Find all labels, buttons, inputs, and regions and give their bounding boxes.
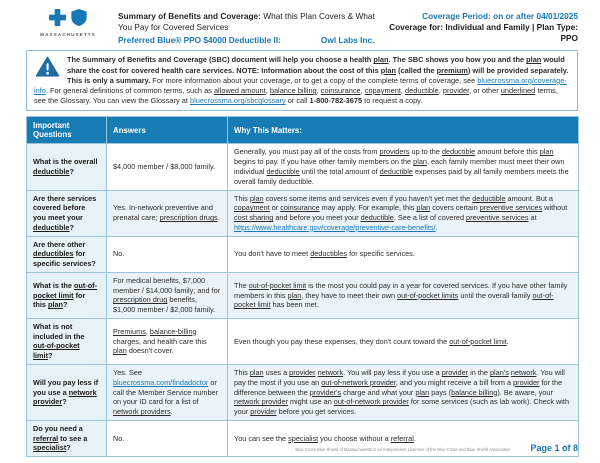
text-segment: uses a (263, 368, 290, 378)
text-segment: No. (113, 249, 125, 259)
text-segment: up to the (409, 147, 442, 157)
glossary-term-link[interactable]: deductible (472, 193, 506, 203)
shield-icon (70, 8, 88, 32)
answer-cell (107, 190, 228, 236)
text-segment: before you get services. (276, 407, 357, 417)
glossary-term-link[interactable]: coinsurance (320, 86, 361, 96)
document-title-rest: What this Plan Covers & What You Pay for Covered Services (118, 11, 375, 33)
link[interactable]: bluecrossma.org/coverage-info (34, 75, 567, 96)
glossary-term-link[interactable]: plan (373, 55, 389, 65)
text-segment: You don't have to meet (234, 249, 311, 259)
text-segment: to see a (58, 433, 88, 443)
column-header-important-questions: Important Questions (27, 117, 107, 144)
text-segment: expenses paid by all family members meets the overall family deductible. (234, 167, 569, 186)
text-segment: to request a copy. (362, 96, 423, 106)
glossary-term-link[interactable]: out-of-pocket limit (449, 336, 507, 346)
glossary-term-link[interactable]: deductible (33, 222, 70, 232)
text-segment: , and you might receive a bill from a (395, 377, 514, 387)
plan-name: Preferred Blue® PPO $4000 Deductible II: (118, 35, 281, 46)
glossary-term-link[interactable]: prescription drug (113, 295, 168, 305)
glossary-term-link[interactable]: coinsurance (280, 203, 320, 213)
cross-icon (48, 8, 67, 32)
text-segment: What is not included in the (33, 321, 85, 341)
text-segment: This (234, 368, 250, 378)
text-segment: (called the (395, 65, 437, 75)
glossary-term-link[interactable]: plan (416, 203, 431, 213)
text-segment: . See a list of covered (393, 213, 467, 223)
glossary-term-link[interactable]: preventive services (466, 213, 529, 223)
glossary-term-link[interactable]: network (317, 368, 344, 378)
glossary-term-link[interactable]: network (510, 368, 537, 378)
text-segment: , (360, 86, 365, 96)
glossary-term-link[interactable]: underlined (500, 86, 536, 96)
glossary-term-link[interactable]: deductibles (310, 249, 348, 259)
text-segment: No. (113, 433, 125, 443)
text-segment: ? (62, 397, 67, 407)
text-segment: Are there other (33, 239, 86, 249)
table-header-row (27, 117, 579, 144)
text-segment: . (170, 407, 173, 417)
text-segment: covers certain (430, 203, 480, 213)
coverage-period: Coverage Period: on or after 04/01/2025 (422, 11, 578, 21)
text-segment: , (400, 86, 406, 96)
glossary-term-link[interactable]: referral (390, 433, 414, 443)
text-segment: , (316, 86, 321, 96)
glossary-term-link[interactable]: provider (250, 407, 277, 417)
text-segment: or call (285, 96, 310, 106)
text-segment: and before you meet your (273, 213, 361, 223)
why-cell (228, 236, 579, 272)
text-segment: until the overall family (458, 290, 533, 300)
link[interactable]: bluecrossma.com/findadoctor (113, 377, 209, 387)
document-header (0, 0, 600, 45)
glossary-term-link[interactable]: referral (33, 433, 59, 443)
glossary-term-link[interactable]: out-of-pocket limits (397, 290, 459, 300)
document-title-bold: Summary of Benefits and Coverage: (118, 11, 261, 21)
glossary-term-link[interactable]: provider (441, 368, 469, 378)
text-segment: , each family member must meet their own individual (234, 157, 565, 176)
text-segment: ). Be aware, your (497, 387, 553, 397)
glossary-term-link[interactable]: plan (113, 346, 127, 356)
glossary-term-link[interactable]: out-of-pocket limit (33, 341, 80, 361)
text-segment: doesn't cover. (126, 346, 174, 356)
glossary-term-link[interactable]: copayment (234, 203, 270, 213)
glossary-term-link[interactable]: plan (249, 368, 264, 378)
glossary-term-link[interactable]: balance billing (269, 86, 317, 96)
question-cell (27, 365, 107, 421)
text-segment: covers some items and services even if you haven't yet met the (263, 193, 473, 203)
text-segment: pays ( (429, 387, 452, 397)
text-segment: 1-800-782-3675 (309, 96, 363, 106)
text-segment: amount. But a (505, 193, 553, 203)
text-segment: charges, and health care this (113, 336, 207, 346)
text-segment: This (234, 193, 250, 203)
glossary-term-link[interactable]: prescription drugs (159, 213, 218, 223)
page-footer (295, 443, 578, 453)
text-segment: or (269, 203, 281, 213)
glossary-term-link[interactable]: deductible (441, 147, 476, 157)
text-segment: Yes. In-network preventive and prenatal care; (113, 203, 213, 223)
glossary-term-link[interactable]: plan (415, 387, 430, 397)
text-segment: You can see the (234, 433, 289, 443)
text-segment: . You will pay less if you use a (343, 368, 442, 378)
text-segment: may apply. For example, this (319, 203, 417, 213)
glossary-term-link[interactable]: out-of-pocket limit (234, 290, 554, 310)
why-cell (228, 190, 579, 236)
glossary-term-link[interactable]: out-of-pocket limit (248, 280, 307, 290)
text-segment: you choose without a (318, 433, 391, 443)
glossary-term-link[interactable]: plan (48, 300, 63, 310)
coverage-for: Coverage for: Individual and Family | Plan Type: PPO (389, 22, 578, 44)
text-segment: at (528, 213, 537, 223)
coverage-info-block (382, 8, 578, 45)
text-segment: for this (33, 290, 86, 310)
glossary-term-link[interactable]: plan (413, 157, 427, 167)
table-row-network-provider (27, 365, 579, 421)
table-row-services-before-deductible (27, 190, 579, 236)
text-segment: Will you pay less if you use a (33, 377, 99, 397)
question-cell (27, 144, 107, 190)
glossary-term-link[interactable]: plan (539, 147, 554, 157)
glossary-term-link[interactable]: out-of-network provider (321, 377, 396, 387)
text-segment: ? (69, 222, 74, 232)
massachusetts-label: MASSACHUSETTS (40, 32, 96, 37)
text-segment: Even though you pay these expenses, they don't count toward the (234, 336, 450, 346)
text-segment: for specific services. (347, 249, 415, 259)
glossary-term-link[interactable]: specialist (288, 433, 319, 443)
text-segment: . The SBC shows you how you and the (388, 55, 527, 65)
answer-cell (107, 365, 228, 421)
text-segment: charge and what your (341, 387, 416, 397)
question-cell (27, 236, 107, 272)
text-segment: ? (48, 351, 53, 361)
group-name: Owl Labs Inc. (320, 35, 375, 46)
why-cell (228, 365, 579, 421)
text-segment: . (413, 433, 416, 443)
answer-cell (107, 236, 228, 272)
text-segment: The (234, 280, 249, 290)
glossary-term-link[interactable]: provider (442, 86, 470, 96)
text-segment: . (435, 222, 438, 232)
intro-summary-box (26, 50, 578, 111)
text-segment: . You will pay the most if you use an (234, 368, 565, 387)
text-segment: Generally, you must pay all of the costs from (234, 147, 380, 157)
glossary-term-link[interactable]: deductibles (33, 249, 74, 259)
glossary-term-link[interactable]: preventive services (479, 203, 543, 213)
glossary-term-link[interactable]: provider (289, 368, 316, 378)
question-cell (27, 190, 107, 236)
link[interactable]: https://www.healthcare.gov/coverage/preventive-care-benefits/ (234, 222, 436, 232)
footer-disclaimer: Blue Cross Blue Shield of Massachusetts is an Independent Licensee of the Blue Cross and Blue Shield Association (295, 447, 511, 452)
question-cell (27, 420, 107, 456)
text-segment: benefits, $1,000 member / $2,000 family. (113, 295, 216, 315)
question-cell (27, 318, 107, 364)
glossary-term-link[interactable]: plan (287, 290, 302, 300)
page-number: Page 1 of 8 (530, 443, 578, 453)
table-row-overall-deductible (27, 144, 579, 190)
text-segment: ? (69, 167, 74, 176)
glossary-term-link[interactable]: premium (436, 65, 468, 75)
text-segment: , or other (469, 86, 501, 96)
document-title (118, 11, 382, 33)
text-segment: without (542, 203, 568, 213)
table-row-other-deductibles (27, 236, 579, 272)
important-questions-table (26, 116, 579, 457)
text-segment: For more information about your coverage, or to get a copy of the complete terms of coverage, see (150, 75, 478, 85)
text-segment: , (145, 326, 150, 336)
glossary-term-link[interactable]: plan (380, 65, 396, 75)
text-segment: amount before this (475, 147, 540, 157)
text-segment: ? (66, 443, 71, 453)
glossary-term-link[interactable]: out-of-pocket limit (33, 280, 98, 300)
link[interactable]: bluecrossma.org/sbcglossary (189, 96, 286, 106)
text-segment: might use an (287, 397, 334, 407)
text-segment: for the difference between the (234, 377, 563, 397)
text-segment: Do you need a (33, 423, 83, 433)
table-row-out-of-pocket-limit (27, 272, 579, 318)
text-segment: , (438, 86, 443, 96)
glossary-term-link[interactable]: provider (513, 377, 540, 387)
why-cell (228, 272, 579, 318)
text-segment: . For general definitions of common terms, such as (45, 86, 214, 96)
text-segment: begins to pay. If you have other family members on the (234, 157, 414, 167)
glossary-term-link[interactable]: providers (379, 147, 410, 157)
header-title-block (110, 8, 382, 45)
glossary-term-link[interactable]: copayment (364, 86, 401, 96)
question-cell (27, 272, 107, 318)
text-segment: ? (63, 300, 68, 310)
answer-cell (107, 272, 228, 318)
text-segment: . (217, 213, 220, 223)
glossary-term-link[interactable]: cost sharing (234, 213, 274, 223)
text-segment: for specific services? (33, 249, 96, 269)
text-segment: $4,000 member / $8,000 family. (113, 162, 216, 172)
glossary-term-link[interactable]: plan (249, 193, 264, 203)
text-segment: . (506, 336, 509, 346)
glossary-term-link[interactable]: deductible (405, 86, 439, 96)
warning-triangle-icon (35, 56, 61, 78)
glossary-term-link[interactable]: network provider (33, 387, 97, 407)
glossary-term-link[interactable]: network providers (113, 407, 171, 417)
column-header-why-this-matters: Why This Matters: (228, 117, 579, 144)
glossary-term-link[interactable]: network provider (234, 397, 288, 407)
text-segment: , they have to meet their own (301, 290, 398, 300)
bcbs-logo (26, 8, 110, 37)
glossary-term-link[interactable]: specialist (33, 443, 67, 453)
glossary-term-link[interactable]: Premiums (113, 326, 146, 336)
glossary-term-link[interactable]: deductible (266, 167, 300, 176)
text-segment: For medical benefits, $7,000 member / $14,000 family; and for (113, 275, 221, 295)
glossary-term-link[interactable]: balance-billing (149, 326, 197, 336)
glossary-term-link[interactable]: allowed amount (213, 86, 266, 96)
text-segment: or call the Member Service number on your ID card for a list of (113, 377, 219, 407)
text-segment: has been met. (270, 300, 319, 310)
glossary-term-link[interactable]: deductible (379, 167, 413, 176)
table-row-not-in-out-of-pocket-limit (27, 318, 579, 364)
answer-cell (107, 144, 228, 190)
text-segment: The Summary of Benefits and Coverage (SBC) document will help you choose a health (67, 55, 374, 65)
glossary-term-link[interactable]: deductible (360, 213, 394, 223)
answer-cell (107, 318, 228, 364)
text-segment: is the most you could pay in a year for covered services. If you have other family members in this (234, 280, 568, 300)
text-segment: What is the overall (33, 157, 98, 167)
text-segment: terms, see the Glossary. You can view the Glossary at (34, 86, 558, 106)
text-segment: until the total amount of (299, 167, 380, 176)
intro-text (34, 55, 568, 105)
text-segment: What is the (33, 280, 74, 290)
glossary-term-link[interactable]: out-of-network provider (333, 397, 409, 407)
column-header-answers: Answers (107, 117, 228, 144)
glossary-term-link[interactable]: provider's (309, 387, 342, 397)
text-segment: , (265, 86, 270, 96)
answer-cell (107, 420, 228, 456)
text-segment: in the (468, 368, 490, 378)
glossary-term-link[interactable]: deductible (33, 167, 70, 176)
why-cell (228, 318, 579, 364)
glossary-term-link[interactable]: plan (526, 55, 542, 65)
text-segment: Yes. See (113, 368, 142, 378)
why-cell (228, 144, 579, 190)
glossary-term-link[interactable]: balance billing (451, 387, 498, 397)
text-segment: would share the cost for covered health care services. NOTE: Information about the cost of this (67, 55, 565, 75)
text-segment: for some services (such as lab work). Check with your (234, 397, 570, 417)
glossary-term-link[interactable]: plan's (490, 368, 509, 378)
text-segment: ) will be provided separately. This is only a summary. (67, 65, 569, 85)
text-segment: Are there services covered before you meet your (33, 193, 97, 223)
